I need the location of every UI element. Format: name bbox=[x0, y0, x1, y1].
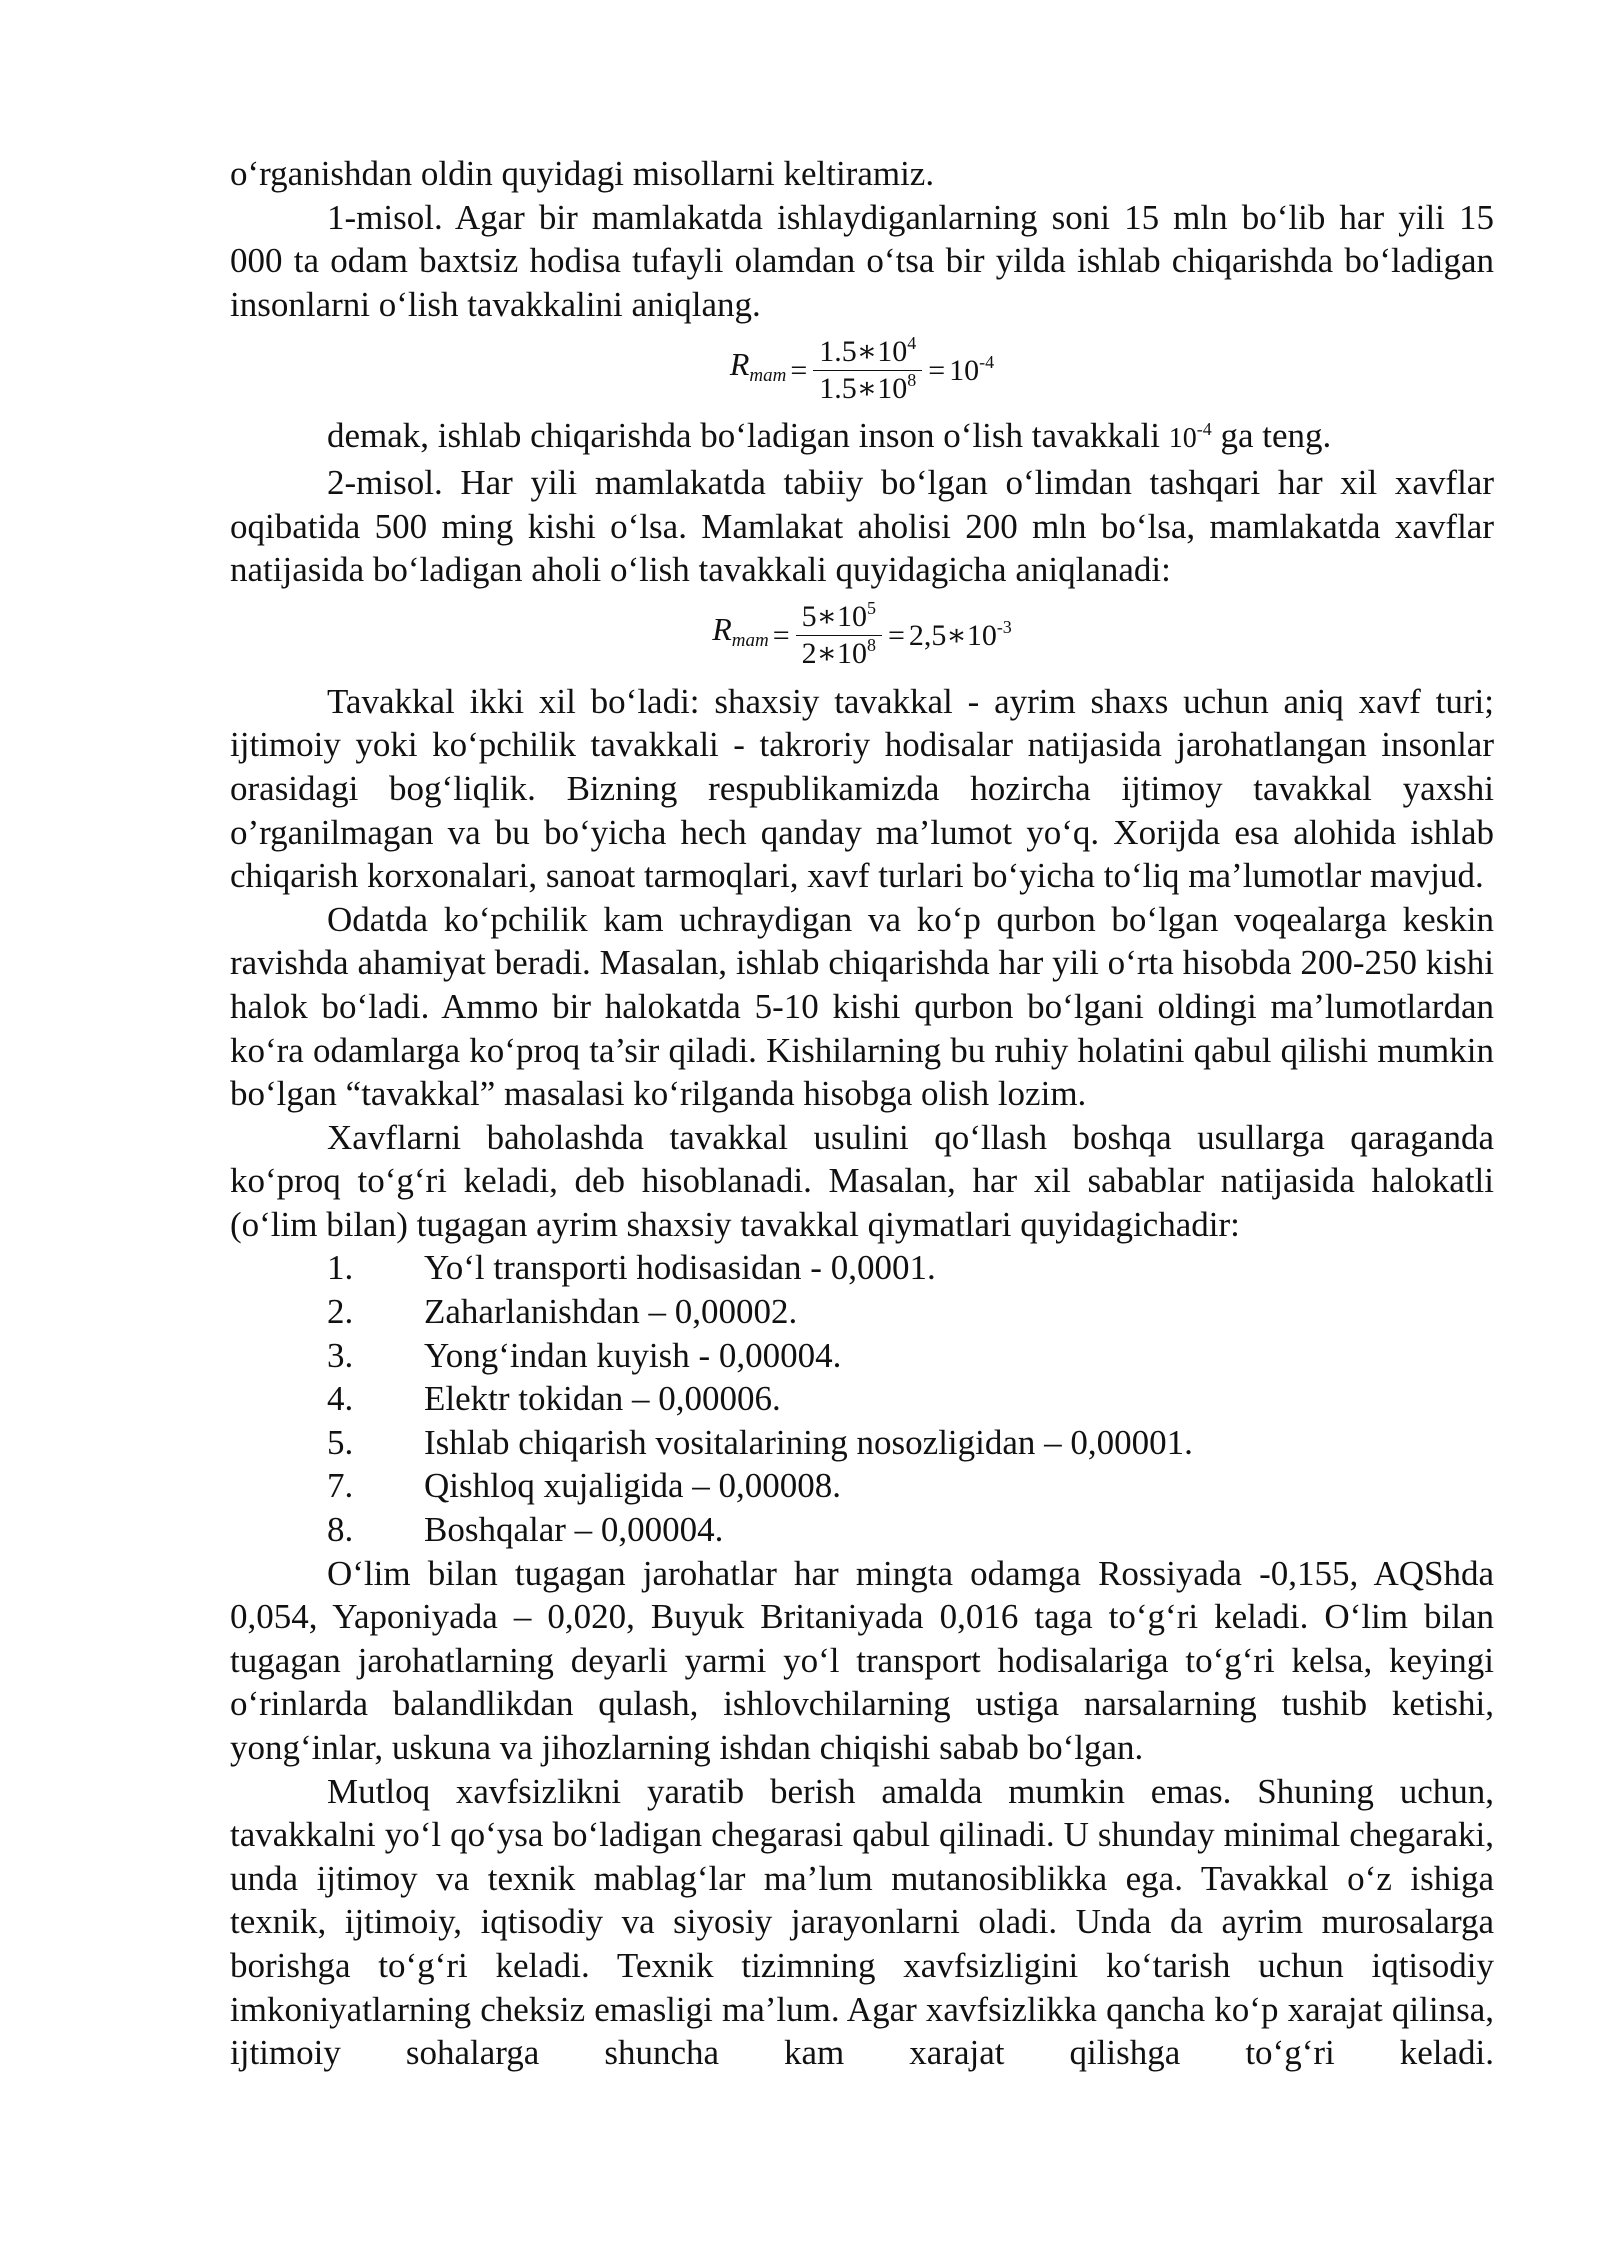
list-item-number: 5. bbox=[327, 1422, 354, 1462]
list-item-text: Zaharlanishdan – 0,00002. bbox=[424, 1292, 798, 1332]
list-item bbox=[230, 1377, 1494, 1421]
list-item-number: 2. bbox=[327, 1292, 354, 1332]
list-item-number: 3. bbox=[327, 1335, 354, 1375]
list-item-number: 1. bbox=[327, 1248, 354, 1288]
paragraph-acceptable-risk: Mutloq xavfsizlikni yaratib berish amalda mumkin emas. Shuning uchun, tavakkalni yo‘l qo‘ysa bo‘ladigan chegarasi qabul qilinadi. U shunday minimal chegaraki, unda ijtimoy va texnik mablag‘lar ma’lum mutanosiblikka ega. Tavakkal o‘z ishiga texnik, ijtimoiy, iqtisodiy va siyosiy jarayonlarni oladi. Unda da ayrim murosalarga borishga to‘g‘ri keladi. Texnik tizimning xavfsizligini ko‘tarish uchun iqtisodiy imkoniyatlarning cheksiz emasligi ma’lum. Agar xavfsizlikka qancha ko‘p xarajat qilinsa, ijtimoiy sohalarga shuncha kam xarajat qilishga to‘g‘ri keladi. bbox=[230, 1771, 1494, 2073]
risk-values-list bbox=[230, 1246, 1494, 1551]
list-item-number: 7. bbox=[327, 1466, 354, 1506]
list-item bbox=[230, 1421, 1494, 1465]
list-item-text: Qishloq xujaligida – 0,00008. bbox=[424, 1466, 842, 1506]
formula-1-numerator: $1.5∗10^4$ bbox=[813, 334, 922, 371]
formula-2-fraction bbox=[796, 599, 882, 672]
formula-2-denominator: $2∗10^8$ bbox=[801, 635, 876, 671]
list-item-text: Yong‘indan kuyish - 0,00004. bbox=[424, 1335, 842, 1375]
formula-1-fraction bbox=[813, 334, 922, 407]
paragraph-example-1: 1-misol. Agar bir mamlakatda ishlaydiganlarning soni 15 mln bo‘lib har yili 15 000 ta odam baxtsiz hodisa tufayli olamdan o‘tsa bir yilda ishlab chiqarishda bo‘ladigan insonlarni o‘lish tavakkalini aniqlang. bbox=[230, 197, 1494, 324]
list-item bbox=[230, 1508, 1494, 1552]
list-item bbox=[230, 1246, 1494, 1290]
list-item-text: Elektr tokidan – 0,00006. bbox=[424, 1379, 781, 1419]
paragraph-intro: o‘rganishdan oldin quyidagi misollarni keltiramiz. bbox=[230, 154, 935, 193]
formula-2-lhs: $R_{mam}$ bbox=[712, 611, 769, 652]
paragraph-risk-types: Tavakkal ikki xil bo‘ladi: shaxsiy tavakkal - ayrim shaxs uchun aniq xavf turi; ijtimoiy yoki ko‘pchilik tavakkali - takroriy hodisalar natijasida jarohatlangan insonlar orasidagi bog‘liqlik. Bizning respublikamizda hozircha ijtimoy tavakkal yaxshi o’rganilmagan va bu bo‘yicha hech qanday ma’lumot yo‘q. Xorijda esa alohida ishlab chiqarish korxonalari, sanoat tarmoqlari, xavf turlari bo‘yicha to‘liq ma’lumotlar mavjud. bbox=[230, 681, 1494, 896]
paragraph-conclusion-1: demak, ishlab chiqarishda bo‘ladigan inson o‘lish tavakkali $10^{-4}$ ga teng. bbox=[327, 416, 1332, 456]
formula-2-numerator: $5∗10^5$ bbox=[796, 599, 882, 636]
paragraph-perception: Odatda ko‘pchilik kam uchraydigan va ko‘p qurbon bo‘lgan voqealarga keskin ravishda ahamiyat beradi. Masalan, ishlab chiqarishda har yili o‘rta hisobda 200-250 kishi halok bo‘ladi. Ammo bir halokatda 5-10 kishi qurbon bo‘lgani oldingi ma’lumotlardan ko‘ra odamlarga ko‘proq ta’sir qiladi. Kishilarning bu ruhiy holatini qabul qilishi mumkin bo‘lgan “tavakkal” masalasi ko‘rilganda hisobga olish lozim. bbox=[230, 899, 1494, 1114]
paragraph-statistics: O‘lim bilan tugagan jarohatlar har mingta odamga Rossiyada -0,155, AQShda 0,054, Yaponiyada – 0,020, Buyuk Britaniyada 0,016 taga to‘g‘ri keladi. O‘lim bilan tugagan jarohatlarning deyarli yarmi yo‘l transport hodisalariga to‘g‘ri kelsa, keyingi o‘rinlarda balandlikdan qulash, ishlovchilarning ustiga narsalarning tushib ketishi, yong‘inlar, uskuna va jihozlarning ishdan chiqishi sabab bo‘lgan. bbox=[230, 1553, 1494, 1767]
formula-1-result: $10^{-4}$ bbox=[949, 351, 995, 387]
formula-risk-1: $R_{mam}$ = $\frac{1.5∗10^4}{1.5∗10^8}$ = $10^{-4}$ bbox=[729, 332, 995, 405]
list-item-number: 4. bbox=[327, 1379, 354, 1419]
formula-1-lhs: $R_{mam}$ bbox=[729, 346, 787, 387]
list-item bbox=[230, 1334, 1494, 1378]
list-item-number: 8. bbox=[327, 1510, 354, 1550]
list-item-text: Yo‘l transporti hodisasidan - 0,0001. bbox=[424, 1248, 936, 1288]
list-item-text: Boshqalar – 0,00004. bbox=[424, 1510, 724, 1550]
formula-1-denominator: $1.5∗10^8$ bbox=[819, 369, 917, 405]
list-item bbox=[230, 1290, 1494, 1334]
paragraph-assessment: Xavflarni baholashda tavakkal usulini qo‘llash boshqa usullarga qaraganda ko‘proq to‘g‘ri keladi, deb hisoblanadi. Masalan, har xil sabablar natijasida halokatli (o‘lim bilan) tugagan ayrim shaxsiy tavakkal qiymatlari quyidagichadir: bbox=[230, 1117, 1494, 1244]
list-item-text: Ishlab chiqarish vositalarining nosozligidan – 0,00001. bbox=[424, 1422, 1193, 1462]
paragraph-example-2: 2-misol. Har yili mamlakatda tabiiy bo‘lgan o‘limdan tashqari har xil xavflar oqibatida 500 ming kishi o‘lsa. Mamlakat aholisi 200 mln bo‘lsa, mamlakatda xavflar natijasida bo‘ladigan aholi o‘lish tavakkali quyidagicha aniqlanadi: bbox=[230, 462, 1494, 590]
inline-risk-value: $10^{-4}$ bbox=[1168, 419, 1212, 455]
list-item bbox=[230, 1464, 1494, 1508]
formula-risk-2: $R_{mam}$ = $\frac{5∗10^5}{2∗10^8}$ = $2,5∗10^{-3}$ bbox=[712, 598, 1012, 671]
formula-2-result: $2,5∗10^{-3}$ bbox=[908, 616, 1012, 652]
